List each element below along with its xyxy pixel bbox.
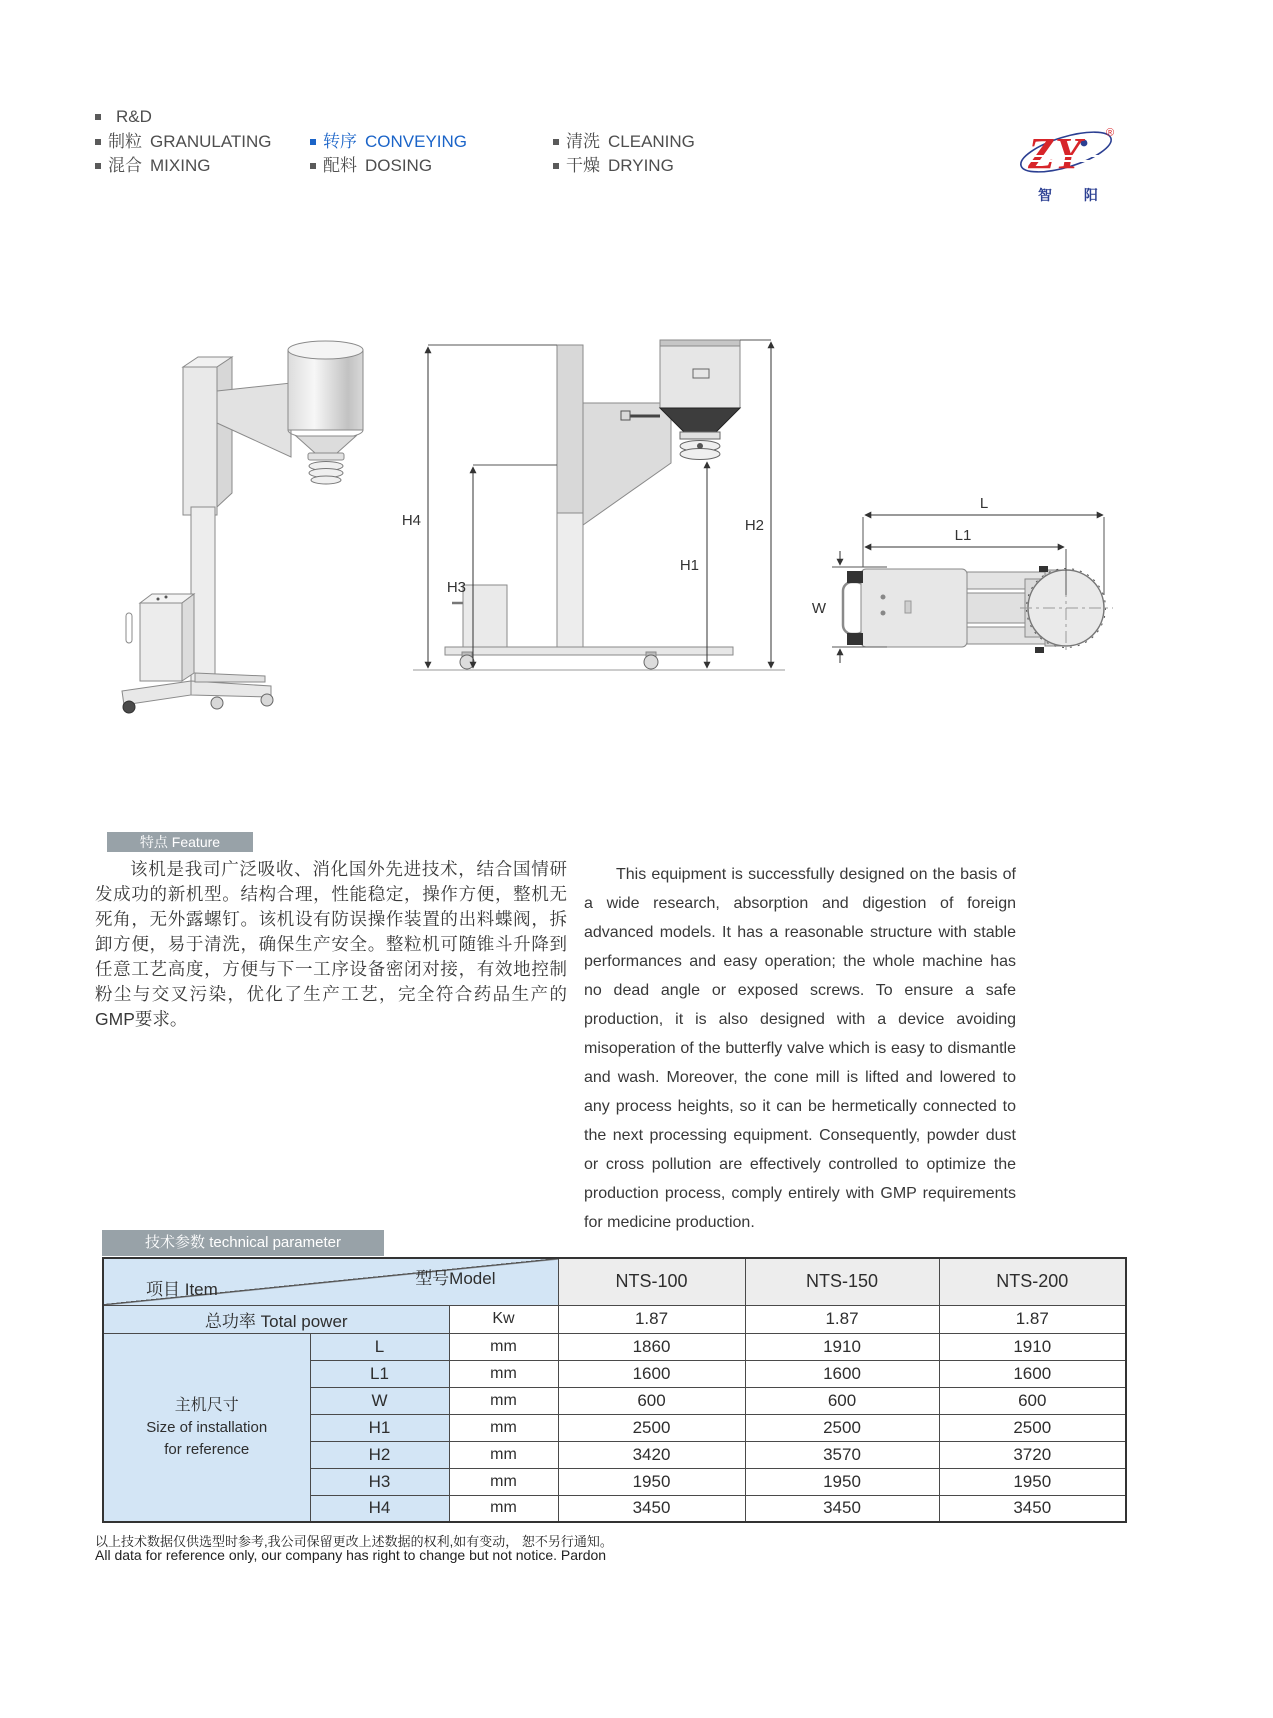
nav-item-granulating[interactable] [95, 131, 272, 153]
power-value-cell: 1.87 [939, 1305, 1126, 1333]
dim-label-cell: H2 [310, 1441, 449, 1468]
nav-label-cn: 转序 [323, 132, 357, 151]
dim-value-cell: 1910 [939, 1333, 1126, 1360]
nav-item-dosing[interactable] [310, 155, 432, 177]
model-header-label: 型号Model [415, 1269, 496, 1288]
dim-label-h1: H1 [679, 557, 699, 574]
dim-value-cell: 3570 [745, 1441, 939, 1468]
dim-value-cell: 3450 [939, 1495, 1126, 1522]
size-group-en2: for reference [164, 1440, 250, 1458]
parameters-table [102, 1257, 1127, 1523]
dim-value-cell: 1600 [939, 1360, 1126, 1387]
dim-value-cell: 3450 [558, 1495, 745, 1522]
power-value-cell: 1.87 [745, 1305, 939, 1333]
bullet-square-icon [95, 114, 101, 120]
nav-label-en: CLEANING [608, 132, 695, 151]
dim-label-cell: L1 [310, 1360, 449, 1387]
brand-logo [1018, 116, 1128, 212]
nav-item-drying[interactable] [553, 155, 674, 177]
dim-label-l: L [979, 495, 989, 512]
size-group-cell [103, 1333, 310, 1522]
size-group-en1: Size of installation [146, 1419, 268, 1437]
power-unit-cell: Kw [449, 1305, 558, 1333]
dim-value-cell: 3720 [939, 1441, 1126, 1468]
dim-label-l1: L1 [954, 527, 972, 544]
dim-label-cell: H3 [310, 1468, 449, 1495]
power-label-cell: 总功率 Total power [103, 1305, 449, 1333]
dim-value-cell: 600 [745, 1387, 939, 1414]
footer-note-en: All data for reference only, our company has right to change but not notice. Pardon [95, 1547, 607, 1563]
zy-logo-icon [1018, 116, 1128, 212]
dim-value-cell: 2500 [745, 1414, 939, 1441]
dim-value-cell: 600 [558, 1387, 745, 1414]
dim-unit-cell: mm [449, 1360, 558, 1387]
nav-label-en: R&D [116, 107, 152, 126]
model-header-cell: NTS-100 [558, 1258, 745, 1305]
feature-text-en: This equipment is successfully designed on the basis of a wide research, absorption and digestion of foreign advanced models. It has a reasonable structure with stable performances and easy operation; the whole machine has no dead angle or exposed screws. To ensure a safe production, it is also designed with a device avoiding misoperation of the butterfly valve which is easy to dismantle and wash. Moreover, the cone mill is lifted and lowered to any process heights, so it can be hermetically connected to the next processing equipment. Consequently, powder dust or cross pollution are effectively controlled to optimize the production process, comply entirely with GMP requirements for medicine production. [584, 866, 1016, 1231]
dim-value-cell: 1950 [745, 1468, 939, 1495]
nav-label-en: CONVEYING [365, 132, 468, 151]
power-value-cell: 1.87 [558, 1305, 745, 1333]
diagonal-header-cell [103, 1258, 558, 1305]
nav-label-cn: 制粒 [108, 132, 142, 151]
dim-label-w: W [811, 600, 826, 617]
model-header-cell: NTS-200 [939, 1258, 1126, 1305]
bullet-square-icon [310, 163, 316, 169]
nav-label-cn: 干燥 [566, 156, 600, 175]
dim-value-cell: 2500 [939, 1414, 1126, 1441]
dim-value-cell: 3420 [558, 1441, 745, 1468]
model-header-cell: NTS-150 [745, 1258, 939, 1305]
dim-label-cell: H1 [310, 1414, 449, 1441]
bullet-square-icon [553, 163, 559, 169]
dim-label-h3: H3 [446, 579, 466, 596]
dim-label-cell: L [310, 1333, 449, 1360]
bullet-square-icon [95, 163, 101, 169]
parameters-table-wrapper [102, 1257, 1127, 1523]
logo-brand-text: ZY [1028, 129, 1082, 178]
dim-value-cell: 2500 [558, 1414, 745, 1441]
parameters-section-badge: 技术参数 technical parameter [102, 1230, 384, 1256]
registered-mark: ® [1106, 127, 1115, 139]
dim-label-cell: W [310, 1387, 449, 1414]
dim-value-cell: 1860 [558, 1333, 745, 1360]
feature-text-cn: 该机是我司广泛吸收、消化国外先进技术，结合国情研发成功的新机型。结构合理，性能稳定，操作方便，整机无死角，无外露螺钉。该机设有防误操作装置的出料蝶阀，拆卸方便，易于清洗，确保生产安全。整粒机可随锥斗升降到任意工艺高度，方便与下一工序设备密闭对接，有效地控制粉尘与交叉污染，优化了生产工艺，完全符合药品生产的GMP要求。 [95, 859, 567, 1029]
nav-label-en: GRANULATING [150, 132, 272, 151]
dim-unit-cell: mm [449, 1468, 558, 1495]
dim-label-h4: H4 [401, 512, 421, 529]
nav-label-cn: 混合 [108, 156, 142, 175]
nav-item-rd[interactable] [95, 106, 152, 128]
dim-value-cell: 3450 [745, 1495, 939, 1522]
nav-label-en: MIXING [150, 156, 211, 175]
dim-value-cell: 1950 [558, 1468, 745, 1495]
dim-unit-cell: mm [449, 1387, 558, 1414]
dim-label-h2: H2 [744, 517, 764, 534]
dim-unit-cell: mm [449, 1333, 558, 1360]
bullet-square-icon [95, 139, 101, 145]
size-group-cn: 主机尺寸 [174, 1396, 239, 1414]
perspective-view [122, 341, 363, 713]
item-header-label: 项目 Item [146, 1279, 218, 1299]
side-view [413, 340, 785, 670]
dim-value-cell: 600 [939, 1387, 1126, 1414]
bullet-square-icon [553, 139, 559, 145]
nav-label-cn: 清洗 [566, 132, 600, 151]
dim-label-cell: H4 [310, 1495, 449, 1522]
nav-item-conveying-active[interactable] [310, 131, 467, 153]
dim-value-cell: 1600 [745, 1360, 939, 1387]
top-view [843, 562, 1113, 654]
dim-unit-cell: mm [449, 1441, 558, 1468]
dim-unit-cell: mm [449, 1414, 558, 1441]
logo-brand-cn: 智 阳 [1038, 187, 1112, 203]
nav-label-en: DOSING [365, 156, 433, 175]
technical-drawings [95, 295, 1135, 720]
footer-note-cn: 以上技术数据仅供选型时参考,我公司保留更改上述数据的权利,如有变动， 恕不另行通知。 [95, 1534, 613, 1549]
nav-label-en: DRYING [608, 156, 674, 175]
feature-section-badge: 特点 Feature [107, 832, 253, 852]
nav-item-mixing[interactable] [95, 155, 210, 177]
nav-item-cleaning[interactable] [553, 131, 695, 153]
nav-label-cn: 配料 [323, 156, 357, 175]
bullet-square-icon [310, 139, 316, 145]
dim-unit-cell: mm [449, 1495, 558, 1522]
dim-value-cell: 1950 [939, 1468, 1126, 1495]
dim-value-cell: 1600 [558, 1360, 745, 1387]
dim-value-cell: 1910 [745, 1333, 939, 1360]
